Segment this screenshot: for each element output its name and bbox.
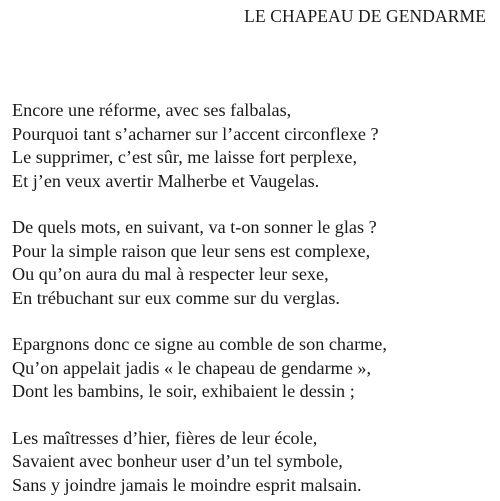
poem-line: Les maîtresses d’hier, fières de leur école, [12,427,318,448]
poem-line: Qu’on appelait jadis « le chapeau de gendarme », [12,357,372,378]
stanza-4 [12,427,492,498]
poem-line: Ou qu’on aura du mal à respecter leur sexe, [12,264,329,284]
poem-line: Pourquoi tant s’acharner sur l’accent circonflexe ? [12,123,379,144]
poem-line: Sans y joindre jamais le moindre esprit malsain. [12,474,362,495]
poem-body [12,99,492,497]
poem-line: En trébuchant sur eux comme sur du verglas. [12,287,340,308]
poem-title: LE CHAPEAU DE GENDARME [244,6,486,26]
poem-line: Le supprimer, c’est sûr, me laisse fort perplexe, [12,147,357,167]
poem-line: Savaient avec bonheur user d’un tel symbole, [12,451,343,471]
stanza-2 [12,216,492,310]
poem-line: De quels mots, en suivant, va t-on sonner le glas ? [12,217,377,237]
stanza-1 [12,99,492,193]
poem-line: Pour la simple raison que leur sens est complexe, [12,240,371,261]
stanza-3 [12,333,492,404]
poem-line: Encore une réforme, avec ses falbalas, [12,100,292,120]
poem-line: Et j’en veux avertir Malherbe et Vaugelas. [12,170,320,191]
poem-line: Epargnons donc ce signe au comble de son charme, [12,334,387,354]
poem-line: Dont les bambins, le soir, exhibaient le dessin ; [12,381,355,401]
